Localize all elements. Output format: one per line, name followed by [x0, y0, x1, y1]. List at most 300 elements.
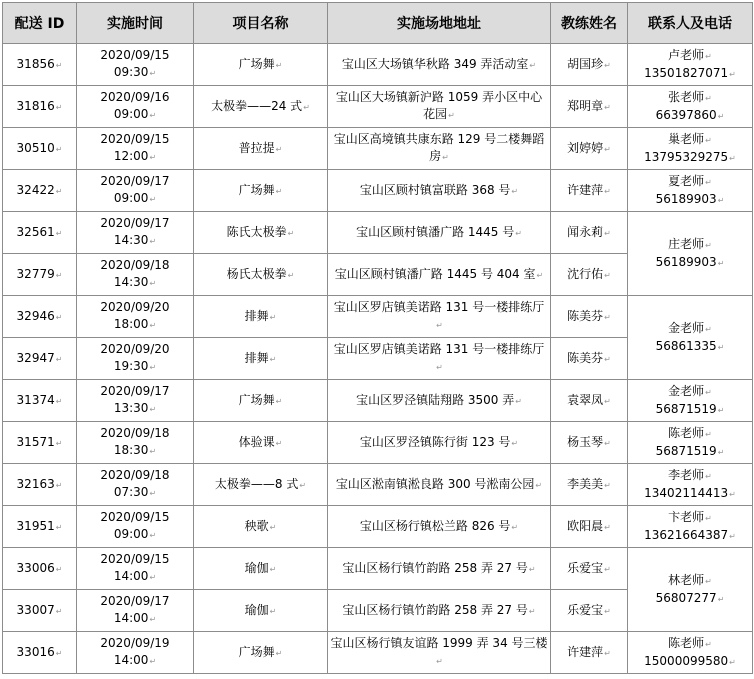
- coach-cell: [551, 548, 628, 590]
- time-cell: [77, 548, 194, 590]
- paragraph-mark: ↵: [149, 153, 157, 162]
- coach-name: 陈美芬: [567, 350, 604, 365]
- table-row: [3, 44, 753, 86]
- date-text: 2020/09/16: [100, 90, 170, 104]
- paragraph-mark: ↵: [604, 648, 611, 658]
- paragraph-mark: ↵: [729, 69, 736, 79]
- address-text: 宝山区罗泾镇陆翔路 3500 弄: [356, 392, 515, 407]
- contact-name: 卢老师: [668, 47, 705, 62]
- coach-cell: [551, 422, 628, 464]
- paragraph-mark: ↵: [436, 321, 443, 330]
- paragraph-mark: ↵: [269, 312, 277, 322]
- header-coach: 教练姓名: [551, 3, 628, 44]
- address-text: 宝山区顾村镇潘广路 1445 号 404 室: [334, 266, 536, 281]
- time-cell: [77, 296, 194, 338]
- paragraph-mark: ↵: [717, 258, 725, 268]
- address-text: 宝山区大场镇新沪路 1059 弄小区中心花园: [335, 90, 543, 121]
- coach-cell: [551, 128, 628, 170]
- project-name: 广场舞: [238, 392, 275, 407]
- schedule-table: [2, 2, 753, 674]
- time-cell: [77, 506, 194, 548]
- delivery-id: 31374: [16, 392, 55, 407]
- paragraph-mark: ↵: [149, 573, 157, 582]
- id-cell: [3, 548, 77, 590]
- project-cell: [194, 338, 328, 380]
- paragraph-mark: ↵: [149, 405, 157, 414]
- delivery-id: 33016: [16, 644, 55, 659]
- paragraph-mark: ↵: [55, 60, 63, 70]
- coach-cell: [551, 632, 628, 674]
- contact-phone: 56189903: [655, 191, 717, 206]
- contact-cell: [628, 632, 753, 674]
- date-text: 2020/09/15: [100, 510, 170, 524]
- id-cell: [3, 422, 77, 464]
- delivery-id: 32163: [16, 476, 55, 491]
- contact-cell: [628, 464, 753, 506]
- id-cell: [3, 380, 77, 422]
- address-text: 宝山区高境镇共康东路 129 号二楼舞蹈房: [333, 132, 545, 163]
- paragraph-mark: ↵: [55, 270, 63, 280]
- paragraph-mark: ↵: [705, 513, 712, 523]
- delivery-id: 33007: [16, 602, 55, 617]
- paragraph-mark: ↵: [717, 195, 725, 205]
- contact-cell: [628, 170, 753, 212]
- coach-name: 闻永莉: [567, 224, 604, 239]
- id-cell: [3, 338, 77, 380]
- time-cell: [77, 170, 194, 212]
- paragraph-mark: ↵: [442, 153, 449, 162]
- time-cell: [77, 590, 194, 632]
- time-text: 09:30: [113, 65, 149, 79]
- time-text: 09:00: [113, 527, 149, 541]
- project-name: 广场舞: [238, 182, 275, 197]
- paragraph-mark: ↵: [529, 60, 537, 70]
- paragraph-mark: ↵: [149, 69, 157, 78]
- time-text: 18:00: [113, 317, 149, 331]
- paragraph-mark: ↵: [269, 522, 277, 532]
- time-text: 09:00: [113, 191, 149, 205]
- coach-cell: [551, 380, 628, 422]
- coach-name: 乐爱宝: [567, 602, 604, 617]
- contact-name: 卞老师: [668, 509, 705, 524]
- paragraph-mark: ↵: [511, 186, 519, 196]
- paragraph-mark: ↵: [149, 279, 157, 288]
- address-cell: [328, 506, 551, 548]
- time-cell: [77, 632, 194, 674]
- address-text: 宝山区杨行镇竹韵路 258 弄 27 号: [342, 602, 528, 617]
- paragraph-mark: ↵: [436, 657, 443, 666]
- paragraph-mark: ↵: [705, 177, 712, 187]
- contact-name: 巢老师: [668, 131, 705, 146]
- paragraph-mark: ↵: [55, 522, 63, 532]
- paragraph-mark: ↵: [729, 489, 736, 499]
- paragraph-mark: ↵: [604, 396, 611, 406]
- project-name: 体验课: [238, 434, 275, 449]
- table-row: [3, 422, 753, 464]
- contact-phone: 56871519: [655, 443, 717, 458]
- paragraph-mark: ↵: [604, 60, 611, 70]
- paragraph-mark: ↵: [515, 396, 522, 406]
- paragraph-mark: ↵: [729, 153, 736, 163]
- address-cell: [328, 338, 551, 380]
- paragraph-mark: ↵: [55, 354, 63, 364]
- project-cell: [194, 128, 328, 170]
- address-text: 宝山区杨行镇友谊路 1999 弄 34 号三楼: [330, 636, 548, 650]
- paragraph-mark: ↵: [604, 102, 611, 112]
- paragraph-mark: ↵: [717, 342, 725, 352]
- time-cell: [77, 380, 194, 422]
- delivery-id: 31951: [16, 518, 55, 533]
- address-cell: [328, 380, 551, 422]
- address-text: 宝山区杨行镇松兰路 826 号: [359, 518, 511, 533]
- paragraph-mark: ↵: [55, 186, 63, 196]
- paragraph-mark: ↵: [275, 186, 283, 196]
- table-row: [3, 296, 753, 338]
- coach-cell: [551, 254, 628, 296]
- id-cell: [3, 506, 77, 548]
- contact-name: 张老师: [668, 89, 705, 104]
- contact-name: 陈老师: [668, 425, 705, 440]
- paragraph-mark: ↵: [55, 438, 63, 448]
- paragraph-mark: ↵: [149, 447, 157, 456]
- contact-name: 林老师: [668, 572, 705, 587]
- paragraph-mark: ↵: [275, 396, 283, 406]
- header-row: [3, 3, 753, 44]
- paragraph-mark: ↵: [705, 639, 712, 649]
- paragraph-mark: ↵: [604, 312, 611, 322]
- coach-cell: [551, 212, 628, 254]
- time-text: 13:30: [113, 401, 149, 415]
- time-cell: [77, 254, 194, 296]
- date-text: 2020/09/15: [100, 132, 170, 146]
- paragraph-mark: ↵: [536, 270, 544, 280]
- table-row: [3, 380, 753, 422]
- paragraph-mark: ↵: [149, 615, 157, 624]
- paragraph-mark: ↵: [604, 144, 611, 154]
- delivery-id: 32779: [16, 266, 55, 281]
- paragraph-mark: ↵: [149, 237, 157, 246]
- paragraph-mark: ↵: [269, 606, 277, 616]
- contact-name: 夏老师: [668, 173, 705, 188]
- table-row: [3, 212, 753, 254]
- paragraph-mark: ↵: [717, 594, 725, 604]
- time-cell: [77, 128, 194, 170]
- contact-phone: 66397860: [655, 107, 717, 122]
- id-cell: [3, 128, 77, 170]
- time-text: 09:00: [113, 107, 149, 121]
- address-text: 宝山区顾村镇潘广路 1445 号: [356, 224, 515, 239]
- date-text: 2020/09/18: [100, 426, 170, 440]
- date-text: 2020/09/18: [100, 468, 170, 482]
- paragraph-mark: ↵: [275, 438, 283, 448]
- contact-cell: [628, 506, 753, 548]
- paragraph-mark: ↵: [448, 111, 455, 120]
- time-text: 14:00: [113, 569, 149, 583]
- paragraph-mark: ↵: [149, 111, 157, 120]
- id-cell: [3, 44, 77, 86]
- contact-name: 金老师: [668, 383, 705, 398]
- project-name: 广场舞: [238, 56, 275, 71]
- paragraph-mark: ↵: [275, 60, 283, 70]
- header-contact: 联系人及电话: [628, 3, 753, 44]
- project-cell: [194, 422, 328, 464]
- delivery-id: 31856: [16, 56, 55, 71]
- project-cell: [194, 296, 328, 338]
- table-row: [3, 128, 753, 170]
- date-text: 2020/09/17: [100, 384, 170, 398]
- project-name: 排舞: [244, 308, 269, 323]
- paragraph-mark: ↵: [55, 480, 63, 490]
- paragraph-mark: ↵: [604, 228, 611, 238]
- time-cell: [77, 422, 194, 464]
- coach-cell: [551, 338, 628, 380]
- delivery-id: 32946: [16, 308, 55, 323]
- time-text: 19:30: [113, 359, 149, 373]
- paragraph-mark: ↵: [55, 396, 63, 406]
- coach-name: 郑明章: [567, 98, 604, 113]
- address-cell: [328, 128, 551, 170]
- paragraph-mark: ↵: [149, 657, 157, 666]
- time-text: 18:30: [113, 443, 149, 457]
- date-text: 2020/09/17: [100, 594, 170, 608]
- address-text: 宝山区罗泾镇陈行街 123 号: [359, 434, 511, 449]
- paragraph-mark: ↵: [269, 354, 277, 364]
- paragraph-mark: ↵: [55, 312, 63, 322]
- id-cell: [3, 296, 77, 338]
- coach-cell: [551, 464, 628, 506]
- time-text: 14:30: [113, 275, 149, 289]
- paragraph-mark: ↵: [303, 102, 310, 112]
- delivery-id: 31571: [16, 434, 55, 449]
- project-cell: [194, 86, 328, 128]
- contact-name: 庄老师: [668, 236, 705, 251]
- contact-cell: [628, 380, 753, 422]
- contact-phone: 56807277: [655, 590, 717, 605]
- contact-cell: [628, 86, 753, 128]
- project-name: 排舞: [244, 350, 269, 365]
- address-text: 宝山区罗店镇美诺路 131 号一楼排练厅: [333, 342, 545, 356]
- date-text: 2020/09/17: [100, 174, 170, 188]
- paragraph-mark: ↵: [717, 111, 725, 121]
- paragraph-mark: ↵: [705, 240, 712, 250]
- header-id: 配送 ID: [3, 3, 77, 44]
- paragraph-mark: ↵: [604, 522, 611, 532]
- paragraph-mark: ↵: [149, 489, 157, 498]
- delivery-id: 33006: [16, 560, 55, 575]
- paragraph-mark: ↵: [55, 648, 63, 658]
- paragraph-mark: ↵: [705, 387, 712, 397]
- coach-name: 陈美芬: [567, 308, 604, 323]
- paragraph-mark: ↵: [705, 576, 712, 586]
- date-text: 2020/09/17: [100, 216, 170, 230]
- paragraph-mark: ↵: [149, 321, 157, 330]
- address-cell: [328, 86, 551, 128]
- time-text: 14:00: [113, 611, 149, 625]
- address-cell: [328, 44, 551, 86]
- table-row: [3, 464, 753, 506]
- project-cell: [194, 254, 328, 296]
- project-name: 瑜伽: [244, 602, 269, 617]
- paragraph-mark: ↵: [275, 648, 283, 658]
- address-text: 宝山区杨行镇竹韵路 258 弄 27 号: [342, 560, 528, 575]
- paragraph-mark: ↵: [717, 447, 725, 457]
- paragraph-mark: ↵: [55, 606, 63, 616]
- paragraph-mark: ↵: [149, 531, 157, 540]
- paragraph-mark: ↵: [55, 102, 63, 112]
- paragraph-mark: ↵: [511, 438, 519, 448]
- address-cell: [328, 548, 551, 590]
- project-cell: [194, 464, 328, 506]
- paragraph-mark: ↵: [729, 657, 736, 667]
- contact-cell: [628, 212, 753, 296]
- time-cell: [77, 464, 194, 506]
- table-row: [3, 86, 753, 128]
- project-name: 广场舞: [238, 644, 275, 659]
- project-cell: [194, 506, 328, 548]
- project-name: 瑜伽: [244, 560, 269, 575]
- coach-name: 许建萍: [567, 182, 604, 197]
- address-cell: [328, 632, 551, 674]
- paragraph-mark: ↵: [604, 186, 611, 196]
- address-text: 宝山区大场镇华秋路 349 弄活动室: [341, 56, 529, 71]
- paragraph-mark: ↵: [515, 228, 522, 238]
- id-cell: [3, 464, 77, 506]
- contact-cell: [628, 548, 753, 632]
- paragraph-mark: ↵: [705, 93, 712, 103]
- coach-name: 许建萍: [567, 644, 604, 659]
- coach-name: 欧阳晨: [567, 518, 604, 533]
- address-cell: [328, 422, 551, 464]
- header-address: 实施场地地址: [328, 3, 551, 44]
- id-cell: [3, 632, 77, 674]
- coach-cell: [551, 296, 628, 338]
- paragraph-mark: ↵: [717, 405, 725, 415]
- id-cell: [3, 590, 77, 632]
- project-cell: [194, 212, 328, 254]
- paragraph-mark: ↵: [604, 480, 611, 490]
- project-cell: [194, 548, 328, 590]
- id-cell: [3, 212, 77, 254]
- paragraph-mark: ↵: [299, 480, 307, 490]
- paragraph-mark: ↵: [705, 429, 712, 439]
- contact-cell: [628, 128, 753, 170]
- paragraph-mark: ↵: [604, 438, 611, 448]
- paragraph-mark: ↵: [436, 363, 443, 372]
- coach-name: 李美美: [567, 476, 604, 491]
- coach-name: 袁翠凤: [567, 392, 604, 407]
- id-cell: [3, 86, 77, 128]
- date-text: 2020/09/18: [100, 258, 170, 272]
- date-text: 2020/09/20: [100, 342, 170, 356]
- table-row: [3, 632, 753, 674]
- address-cell: [328, 254, 551, 296]
- paragraph-mark: ↵: [149, 195, 157, 204]
- coach-name: 乐爱宝: [567, 560, 604, 575]
- table-row: [3, 170, 753, 212]
- contact-name: 金老师: [668, 320, 705, 335]
- paragraph-mark: ↵: [275, 144, 283, 154]
- time-text: 07:30: [113, 485, 149, 499]
- address-cell: [328, 296, 551, 338]
- contact-phone: 56861335: [655, 338, 717, 353]
- paragraph-mark: ↵: [604, 564, 611, 574]
- coach-cell: [551, 506, 628, 548]
- contact-name: 李老师: [668, 467, 705, 482]
- time-text: 14:00: [113, 653, 149, 667]
- address-text: 宝山区罗店镇美诺路 131 号一楼排练厅: [333, 300, 545, 314]
- address-text: 宝山区淞南镇淞良路 300 号淞南公园: [335, 476, 535, 491]
- id-cell: [3, 254, 77, 296]
- project-name: 普拉提: [238, 140, 275, 155]
- contact-name: 陈老师: [668, 635, 705, 650]
- paragraph-mark: ↵: [528, 564, 536, 574]
- table-row: [3, 548, 753, 590]
- paragraph-mark: ↵: [604, 270, 611, 280]
- contact-phone: 13402114413: [644, 485, 729, 500]
- project-cell: [194, 632, 328, 674]
- time-cell: [77, 338, 194, 380]
- coach-cell: [551, 590, 628, 632]
- delivery-id: 30510: [16, 140, 55, 155]
- delivery-id: 32561: [16, 224, 55, 239]
- delivery-id: 32947: [16, 350, 55, 365]
- paragraph-mark: ↵: [528, 606, 536, 616]
- time-text: 14:30: [113, 233, 149, 247]
- table-row: [3, 506, 753, 548]
- date-text: 2020/09/15: [100, 552, 170, 566]
- paragraph-mark: ↵: [729, 531, 736, 541]
- id-cell: [3, 170, 77, 212]
- date-text: 2020/09/20: [100, 300, 170, 314]
- delivery-id: 31816: [16, 98, 55, 113]
- coach-name: 沈行佑: [567, 266, 604, 281]
- contact-phone: 13621664387: [644, 527, 729, 542]
- coach-cell: [551, 44, 628, 86]
- contact-cell: [628, 44, 753, 86]
- date-text: 2020/09/15: [100, 48, 170, 62]
- address-cell: [328, 590, 551, 632]
- paragraph-mark: ↵: [269, 564, 277, 574]
- project-cell: [194, 170, 328, 212]
- coach-name: 胡国珍: [567, 56, 604, 71]
- paragraph-mark: ↵: [705, 324, 712, 334]
- address-cell: [328, 212, 551, 254]
- project-cell: [194, 380, 328, 422]
- time-cell: [77, 212, 194, 254]
- contact-phone: 15000099580: [644, 653, 729, 668]
- header-time: 实施时间: [77, 3, 194, 44]
- paragraph-mark: ↵: [535, 480, 543, 490]
- project-name: 太极拳——24 式: [211, 98, 303, 113]
- paragraph-mark: ↵: [55, 144, 63, 154]
- paragraph-mark: ↵: [55, 564, 63, 574]
- address-cell: [328, 170, 551, 212]
- paragraph-mark: ↵: [55, 228, 63, 238]
- paragraph-mark: ↵: [287, 228, 295, 238]
- coach-name: 杨玉琴: [567, 434, 604, 449]
- project-name: 杨氏太极拳: [226, 266, 287, 281]
- paragraph-mark: ↵: [705, 135, 712, 145]
- project-name: 秧歌: [244, 518, 269, 533]
- contact-phone: 56871519: [655, 401, 717, 416]
- contact-cell: [628, 296, 753, 380]
- contact-phone: 56189903: [655, 254, 717, 269]
- time-cell: [77, 44, 194, 86]
- time-cell: [77, 86, 194, 128]
- project-cell: [194, 590, 328, 632]
- contact-cell: [628, 422, 753, 464]
- date-text: 2020/09/19: [100, 636, 170, 650]
